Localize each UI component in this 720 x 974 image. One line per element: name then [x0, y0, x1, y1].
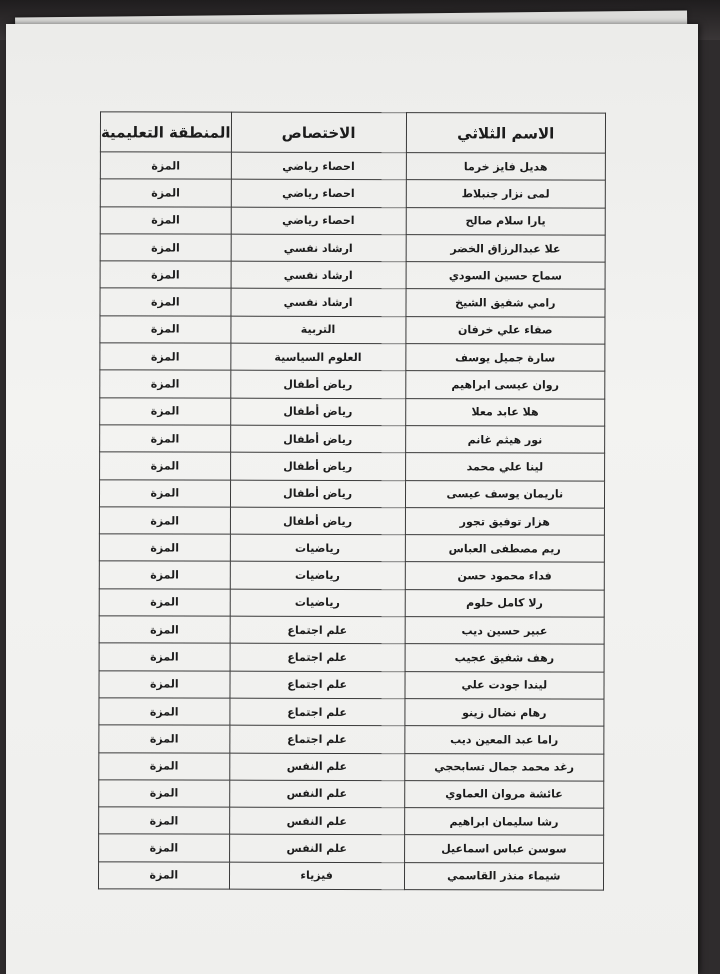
specialization-cell: علم النفس	[229, 780, 404, 808]
region-cell: المزة	[99, 589, 230, 617]
region-cell: المزة	[99, 479, 230, 507]
table-row	[99, 479, 604, 508]
specialization-cell: علم اجتماع	[230, 644, 405, 672]
table-row	[100, 425, 605, 454]
specialization-cell: رياض أطفال	[230, 480, 405, 508]
specialization-cell: رياض أطفال	[230, 452, 405, 480]
table-row	[99, 643, 604, 672]
region-cell: المزة	[100, 234, 231, 262]
name-cell: رهام نضال زينو	[405, 699, 604, 727]
name-cell: علا عبدالرزاق الخضر	[406, 235, 605, 263]
name-cell: شيماء منذر القاسمي	[404, 862, 603, 890]
specialization-cell: احصاء رياضي	[231, 152, 406, 180]
specialization-cell: رياضيات	[230, 562, 405, 590]
specialization-cell: العلوم السياسية	[230, 343, 405, 371]
specialization-cell: ارشاد نفسي	[231, 261, 406, 289]
name-cell: عائشة مروان العماوي	[404, 780, 603, 808]
region-cell: المزة	[98, 862, 229, 890]
region-cell: المزة	[100, 398, 231, 426]
specialization-cell: علم اجتماع	[230, 616, 405, 644]
table-row	[98, 862, 603, 891]
region-cell: المزة	[100, 261, 231, 289]
region-cell: المزة	[99, 780, 230, 808]
name-cell: نور هيثم غانم	[405, 426, 604, 454]
specialization-cell: التربية	[231, 316, 406, 344]
table-row	[100, 179, 605, 208]
name-cell: ناريمان يوسف عيسى	[405, 480, 604, 508]
specialization-cell: علم النفس	[229, 807, 404, 835]
table-row	[99, 534, 604, 563]
region-cell: المزة	[99, 561, 230, 589]
name-cell: رشا سليمان ابراهيم	[404, 808, 603, 836]
table-row	[99, 752, 604, 781]
table-row	[99, 780, 604, 809]
name-cell: لينا علي محمد	[405, 453, 604, 481]
table-row	[99, 725, 604, 754]
specialization-cell: ارشاد نفسي	[231, 289, 406, 317]
specialization-cell: رياضيات	[230, 589, 405, 617]
name-cell: فداء محمود حسن	[405, 562, 604, 590]
table-row	[100, 261, 605, 290]
name-cell: رامي شفيق الشيخ	[406, 289, 605, 317]
name-cell: ليندا جودت علي	[405, 671, 604, 699]
specialization-cell: رياض أطفال	[230, 425, 405, 453]
table-row	[100, 398, 605, 427]
table-row	[99, 589, 604, 618]
table-row	[99, 807, 604, 836]
table-row	[100, 452, 605, 481]
table-row	[99, 670, 604, 699]
roster-table	[98, 111, 606, 890]
name-cell: عبير حسين ديب	[405, 617, 604, 645]
table-row	[100, 206, 605, 235]
name-cell: سماح حسين السودي	[406, 262, 605, 290]
table-row	[100, 234, 605, 263]
region-cell: المزة	[99, 698, 230, 726]
region-cell: المزة	[99, 670, 230, 698]
table-row	[99, 561, 604, 590]
region-cell: المزة	[100, 288, 231, 316]
region-cell: المزة	[99, 807, 230, 835]
specialization-cell: علم اجتماع	[230, 671, 405, 699]
name-cell: لمى نزار جنبلاط	[406, 180, 605, 208]
specialization-cell: ارشاد نفسي	[231, 234, 406, 262]
specialization-cell: علم اجتماع	[229, 725, 404, 753]
name-cell: رغد محمد جمال تسابحجي	[404, 753, 603, 781]
table-row	[100, 152, 605, 181]
specialization-cell: فيزياء	[229, 862, 404, 890]
name-cell: سارة جميل يوسف	[405, 344, 604, 372]
region-cell: المزة	[99, 725, 230, 753]
region-cell: المزة	[99, 834, 230, 862]
table-row	[99, 507, 604, 536]
name-cell: يارا سلام صالح	[406, 207, 605, 235]
specialization-cell: علم اجتماع	[230, 698, 405, 726]
specialization-cell: رياض أطفال	[230, 398, 405, 426]
region-cell: المزة	[100, 179, 231, 207]
name-cell: ريم مصطفى العباس	[405, 535, 604, 563]
region-cell: المزة	[99, 507, 230, 535]
specialization-cell: علم النفس	[229, 835, 404, 863]
region-cell: المزة	[99, 534, 230, 562]
specialization-cell: رياضيات	[230, 534, 405, 562]
name-cell: رهف شفيق عجيب	[405, 644, 604, 672]
name-cell: هزار توفيق تجور	[405, 507, 604, 535]
table-row	[99, 616, 604, 645]
region-cell: المزة	[100, 370, 231, 398]
header-row	[100, 112, 605, 153]
region-cell: المزة	[99, 616, 230, 644]
name-cell: صفاء علي خرفان	[406, 316, 605, 344]
name-cell: رلا كامل حلوم	[405, 589, 604, 617]
name-cell: راما عبد المعين ديب	[404, 726, 603, 754]
table-row	[100, 343, 605, 372]
header-region: المنطقة التعليمية	[100, 112, 231, 152]
specialization-cell: علم النفس	[229, 753, 404, 781]
specialization-cell: رياض أطفال	[230, 507, 405, 535]
region-cell: المزة	[99, 643, 230, 671]
region-cell: المزة	[100, 316, 231, 344]
table-row	[100, 316, 605, 345]
region-cell: المزة	[100, 206, 231, 234]
header-name: الاسم الثلاثي	[406, 113, 605, 154]
region-cell: المزة	[100, 343, 231, 371]
table-row	[99, 698, 604, 727]
specialization-cell: رياض أطفال	[230, 371, 405, 399]
table-row	[99, 834, 604, 863]
region-cell: المزة	[99, 752, 230, 780]
name-cell: سوسن عباس اسماعيل	[404, 835, 603, 863]
name-cell: روان عيسى ابراهيم	[405, 371, 604, 399]
region-cell: المزة	[100, 452, 231, 480]
specialization-cell: احصاء رياضي	[231, 179, 406, 207]
header-specialization: الاختصاص	[231, 112, 406, 152]
specialization-cell: احصاء رياضي	[231, 207, 406, 235]
region-cell: المزة	[100, 152, 231, 180]
name-cell: هديل فايز خرما	[406, 153, 605, 181]
region-cell: المزة	[100, 425, 231, 453]
table-row	[100, 370, 605, 399]
table-row	[100, 288, 605, 317]
name-cell: هلا عابد معلا	[405, 398, 604, 426]
